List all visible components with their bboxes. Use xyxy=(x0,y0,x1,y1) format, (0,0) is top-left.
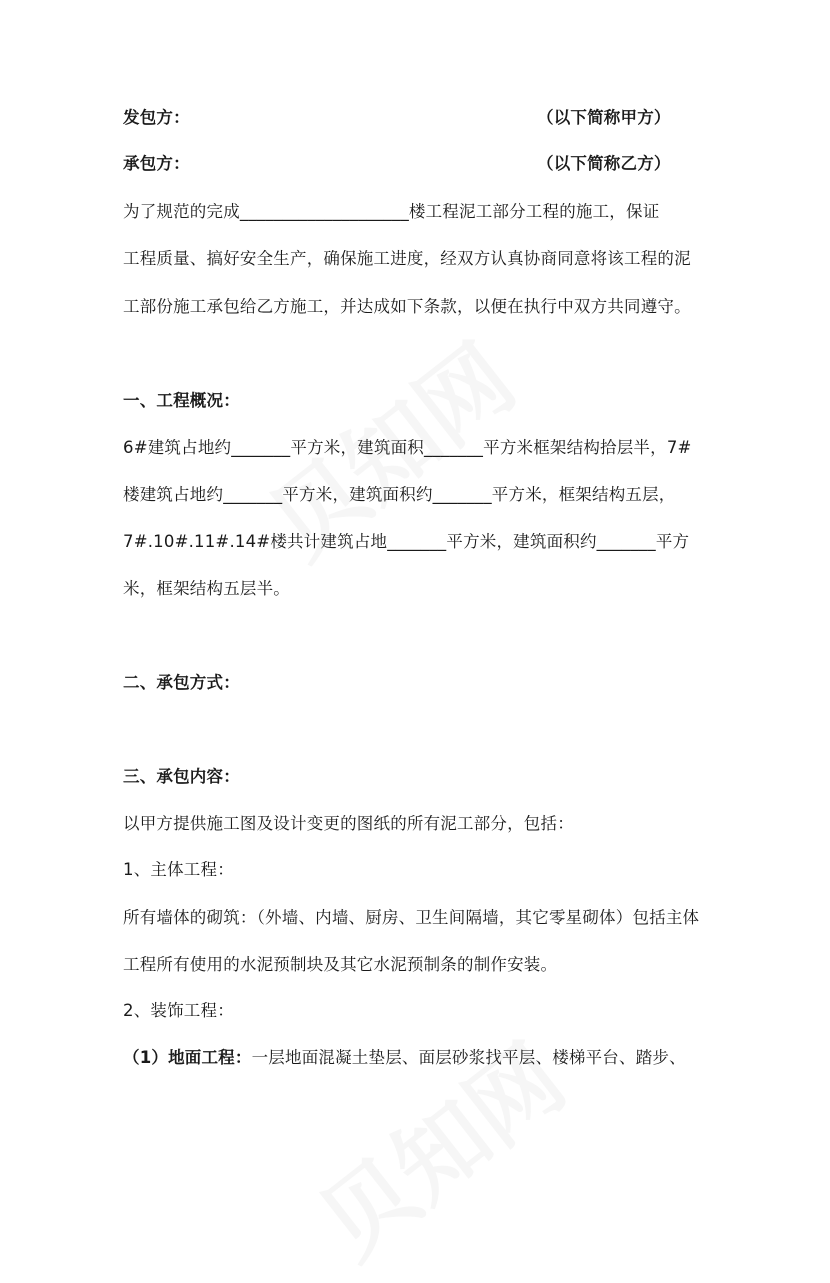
intro-line: 为了规范的完成____________________楼工程泥工部分工程的施工，保证 xyxy=(123,202,660,221)
item-2-sub-row xyxy=(123,1047,723,1069)
section-3-heading: 三、承包内容： xyxy=(123,767,240,786)
item-1-line: 所有墙体的砌筑：（外墙、内墙、厨房、卫生间隔墙，其它零星砌体）包括主体 xyxy=(123,908,700,927)
section-1-line: 米，框架结构五层半。 xyxy=(123,579,290,598)
intro-line: 工部份施工承包给乙方施工，并达成如下条款，以便在执行中双方共同遵守。 xyxy=(123,297,691,316)
party-a-label: 发包方： xyxy=(123,108,190,127)
item-2-title: 2、装饰工程： xyxy=(123,1001,234,1020)
section-1-heading: 一、工程概况： xyxy=(123,391,240,410)
intro-line: 工程质量、搞好安全生产，确保施工进度，经双方认真协商同意将该工程的泥 xyxy=(123,249,691,268)
section-3-intro: 以甲方提供施工图及设计变更的图纸的所有泥工部分，包括： xyxy=(123,814,574,833)
item-1-line: 工程所有使用的水泥预制块及其它水泥预制条的制作安装。 xyxy=(123,955,558,974)
section-1-line: 楼建筑占地约_______平方米，建筑面积约_______平方米，框架结构五层， xyxy=(123,485,676,504)
party-a-row xyxy=(123,107,723,129)
section-2-heading: 二、承包方式： xyxy=(123,673,240,692)
party-b-alias: （以下简称乙方） xyxy=(537,154,671,173)
item-1-title: 1、主体工程： xyxy=(123,860,234,879)
party-b-label: 承包方： xyxy=(123,154,190,173)
party-a-alias: （以下简称甲方） xyxy=(537,108,671,127)
floor-work-label: （1）地面工程： xyxy=(123,1048,252,1067)
section-1-line: 7#.10#.11#.14#楼共计建筑占地_______平方米，建筑面积约_______平方 xyxy=(123,532,690,551)
party-b-row xyxy=(123,153,723,175)
floor-work-text: 一层地面混凝土垫层、面层砂浆找平层、楼梯平台、踏步、 xyxy=(251,1048,686,1067)
section-1-line: 6#建筑占地约_______平方米，建筑面积_______平方米框架结构拾层半，7# xyxy=(123,438,692,457)
